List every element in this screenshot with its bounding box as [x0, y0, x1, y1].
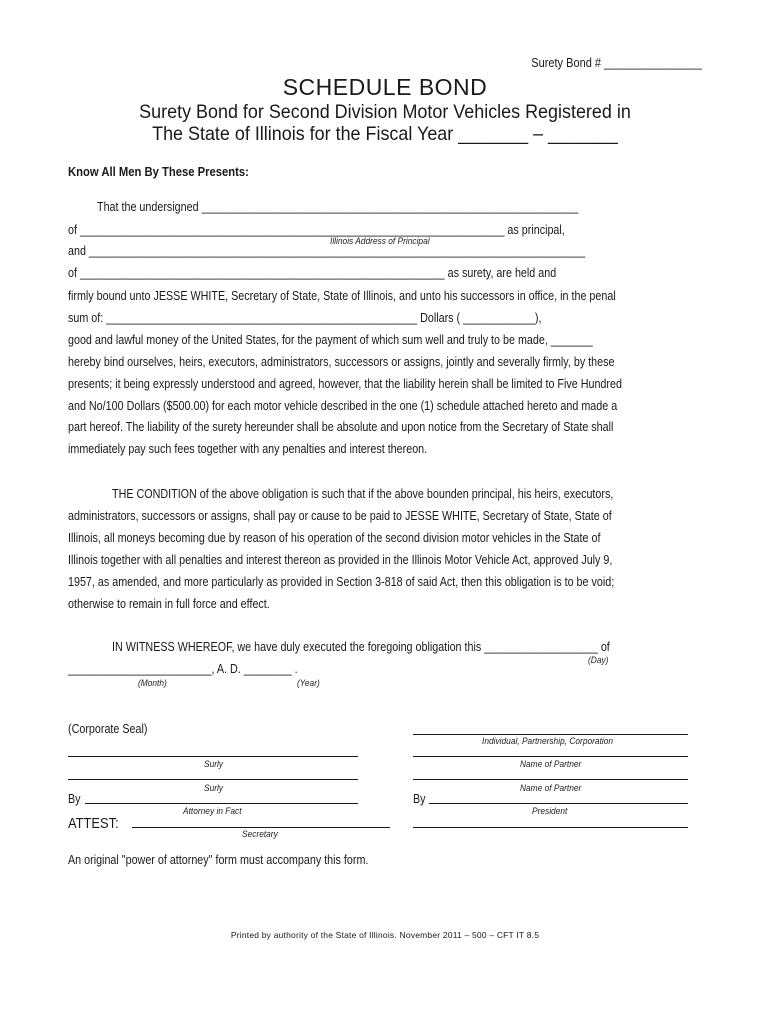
- page-title: SCHEDULE BOND: [282, 74, 488, 100]
- condition-line-4: Illinois together with all penalties and interest thereon as provided in the Illinois Motor Vehicle Act, approved July 9,: [68, 553, 613, 567]
- year-caption: (Year): [297, 678, 320, 689]
- body-line-principal: of _______________________________________________________________________ as principal,: [68, 223, 565, 237]
- surly-caption-2: Surly: [204, 783, 224, 794]
- body-line-undersigned: That the undersigned _______________________________________________________________: [97, 200, 579, 214]
- witness-line-2: ________________________, A. D. ________ .: [68, 662, 298, 676]
- body-line-and: and ___________________________________________________________________________________: [68, 244, 586, 258]
- witness-line-1: IN WITNESS WHEREOF, we have duly executed the foregoing obligation this ___________________ of: [112, 640, 610, 654]
- body-line-bind: hereby bind ourselves, heirs, executors, administrators, successors or assigns, jointly and severally firmly, by these: [68, 355, 615, 369]
- day-caption: (Day): [588, 655, 609, 666]
- condition-line-6: otherwise to remain in full force and effect.: [68, 597, 270, 611]
- subtitle-line-1: Surety Bond for Second Division Motor Vehicles Registered in: [139, 101, 631, 123]
- condition-line-2: administrators, successors or assigns, shall pay or cause to be paid to JESSE WHITE, Secretary of State, State of: [68, 509, 612, 523]
- condition-line-1: THE CONDITION of the above obligation is such that if the above bounden principal, his heirs, executors,: [112, 487, 614, 501]
- power-of-attorney-note: An original "power of attorney" form must accompany this form.: [68, 853, 369, 867]
- body-line-fees: immediately pay such fees together with any penalties and interest thereon.: [68, 442, 428, 456]
- body-line-sum: sum of: ____________________________________________________ Dollars ( ____________),: [68, 311, 542, 325]
- body-line-surety: of _____________________________________________________________ as surety, are held and: [68, 266, 557, 280]
- condition-line-5: 1957, as amended, and more particularly as provided in Section 3-818 of said Act, then this obligation is to be void;: [68, 575, 615, 589]
- condition-line-3: Illinois, all moneys becoming due by reason of his operation of the second division motor vehicles in the State of: [68, 531, 601, 545]
- body-line-bound: firmly bound unto JESSE WHITE, Secretary of State, State of Illinois, and unto his successors in office, in the penal: [68, 289, 616, 303]
- attest-signature-line[interactable]: [132, 827, 390, 828]
- partner-caption-1: Name of Partner: [520, 759, 582, 770]
- body-line-presents: presents; it being expressly understood and agreed, however, that the liability herein shall be limited to Five Hundred: [68, 377, 622, 391]
- month-caption: (Month): [138, 678, 167, 689]
- subtitle-line-2: The State of Illinois for the Fiscal Year _______ – _______: [152, 123, 618, 145]
- by-label-left: By: [68, 792, 81, 806]
- partner-signature-line-1[interactable]: [413, 756, 688, 757]
- individual-partnership-caption: Individual, Partnership, Corporation: [482, 736, 614, 747]
- by-label-right: By: [413, 792, 426, 806]
- partner-signature-line-2[interactable]: [413, 779, 688, 780]
- body-line-liability: part hereof. The liability of the surety hereunder shall be absolute and upon notice from the Secretary of State shall: [68, 420, 614, 434]
- footer-printed-by: Printed by authority of the State of Illinois. November 2011 – 500 – CFT IT 8.5: [230, 930, 540, 940]
- partner-caption-2: Name of Partner: [520, 783, 582, 794]
- attorney-signature-line[interactable]: [85, 803, 358, 804]
- corporate-seal-label: (Corporate Seal): [68, 722, 148, 736]
- president-caption: President: [532, 806, 568, 817]
- right-attest-line[interactable]: [413, 827, 688, 828]
- intro-heading: Know All Men By These Presents:: [68, 165, 249, 179]
- surly-signature-line-2[interactable]: [68, 779, 358, 780]
- principal-address-caption: Illinois Address of Principal: [330, 236, 430, 247]
- president-signature-line[interactable]: [429, 803, 688, 804]
- body-line-money: good and lawful money of the United States, for the payment of which sum well and truly to be made, _______: [68, 333, 593, 347]
- surety-bond-number: Surety Bond # ________________: [531, 56, 702, 70]
- attorney-in-fact-caption: Attorney in Fact: [183, 806, 242, 817]
- individual-signature-line[interactable]: [413, 734, 688, 735]
- surly-caption-1: Surly: [204, 759, 224, 770]
- body-line-dollars: and No/100 Dollars ($500.00) for each motor vehicle described in the one (1) schedule attached hereto and made a: [68, 399, 618, 413]
- attest-label: ATTEST:: [68, 815, 119, 832]
- secretary-caption: Secretary: [242, 829, 278, 840]
- surly-signature-line-1[interactable]: [68, 756, 358, 757]
